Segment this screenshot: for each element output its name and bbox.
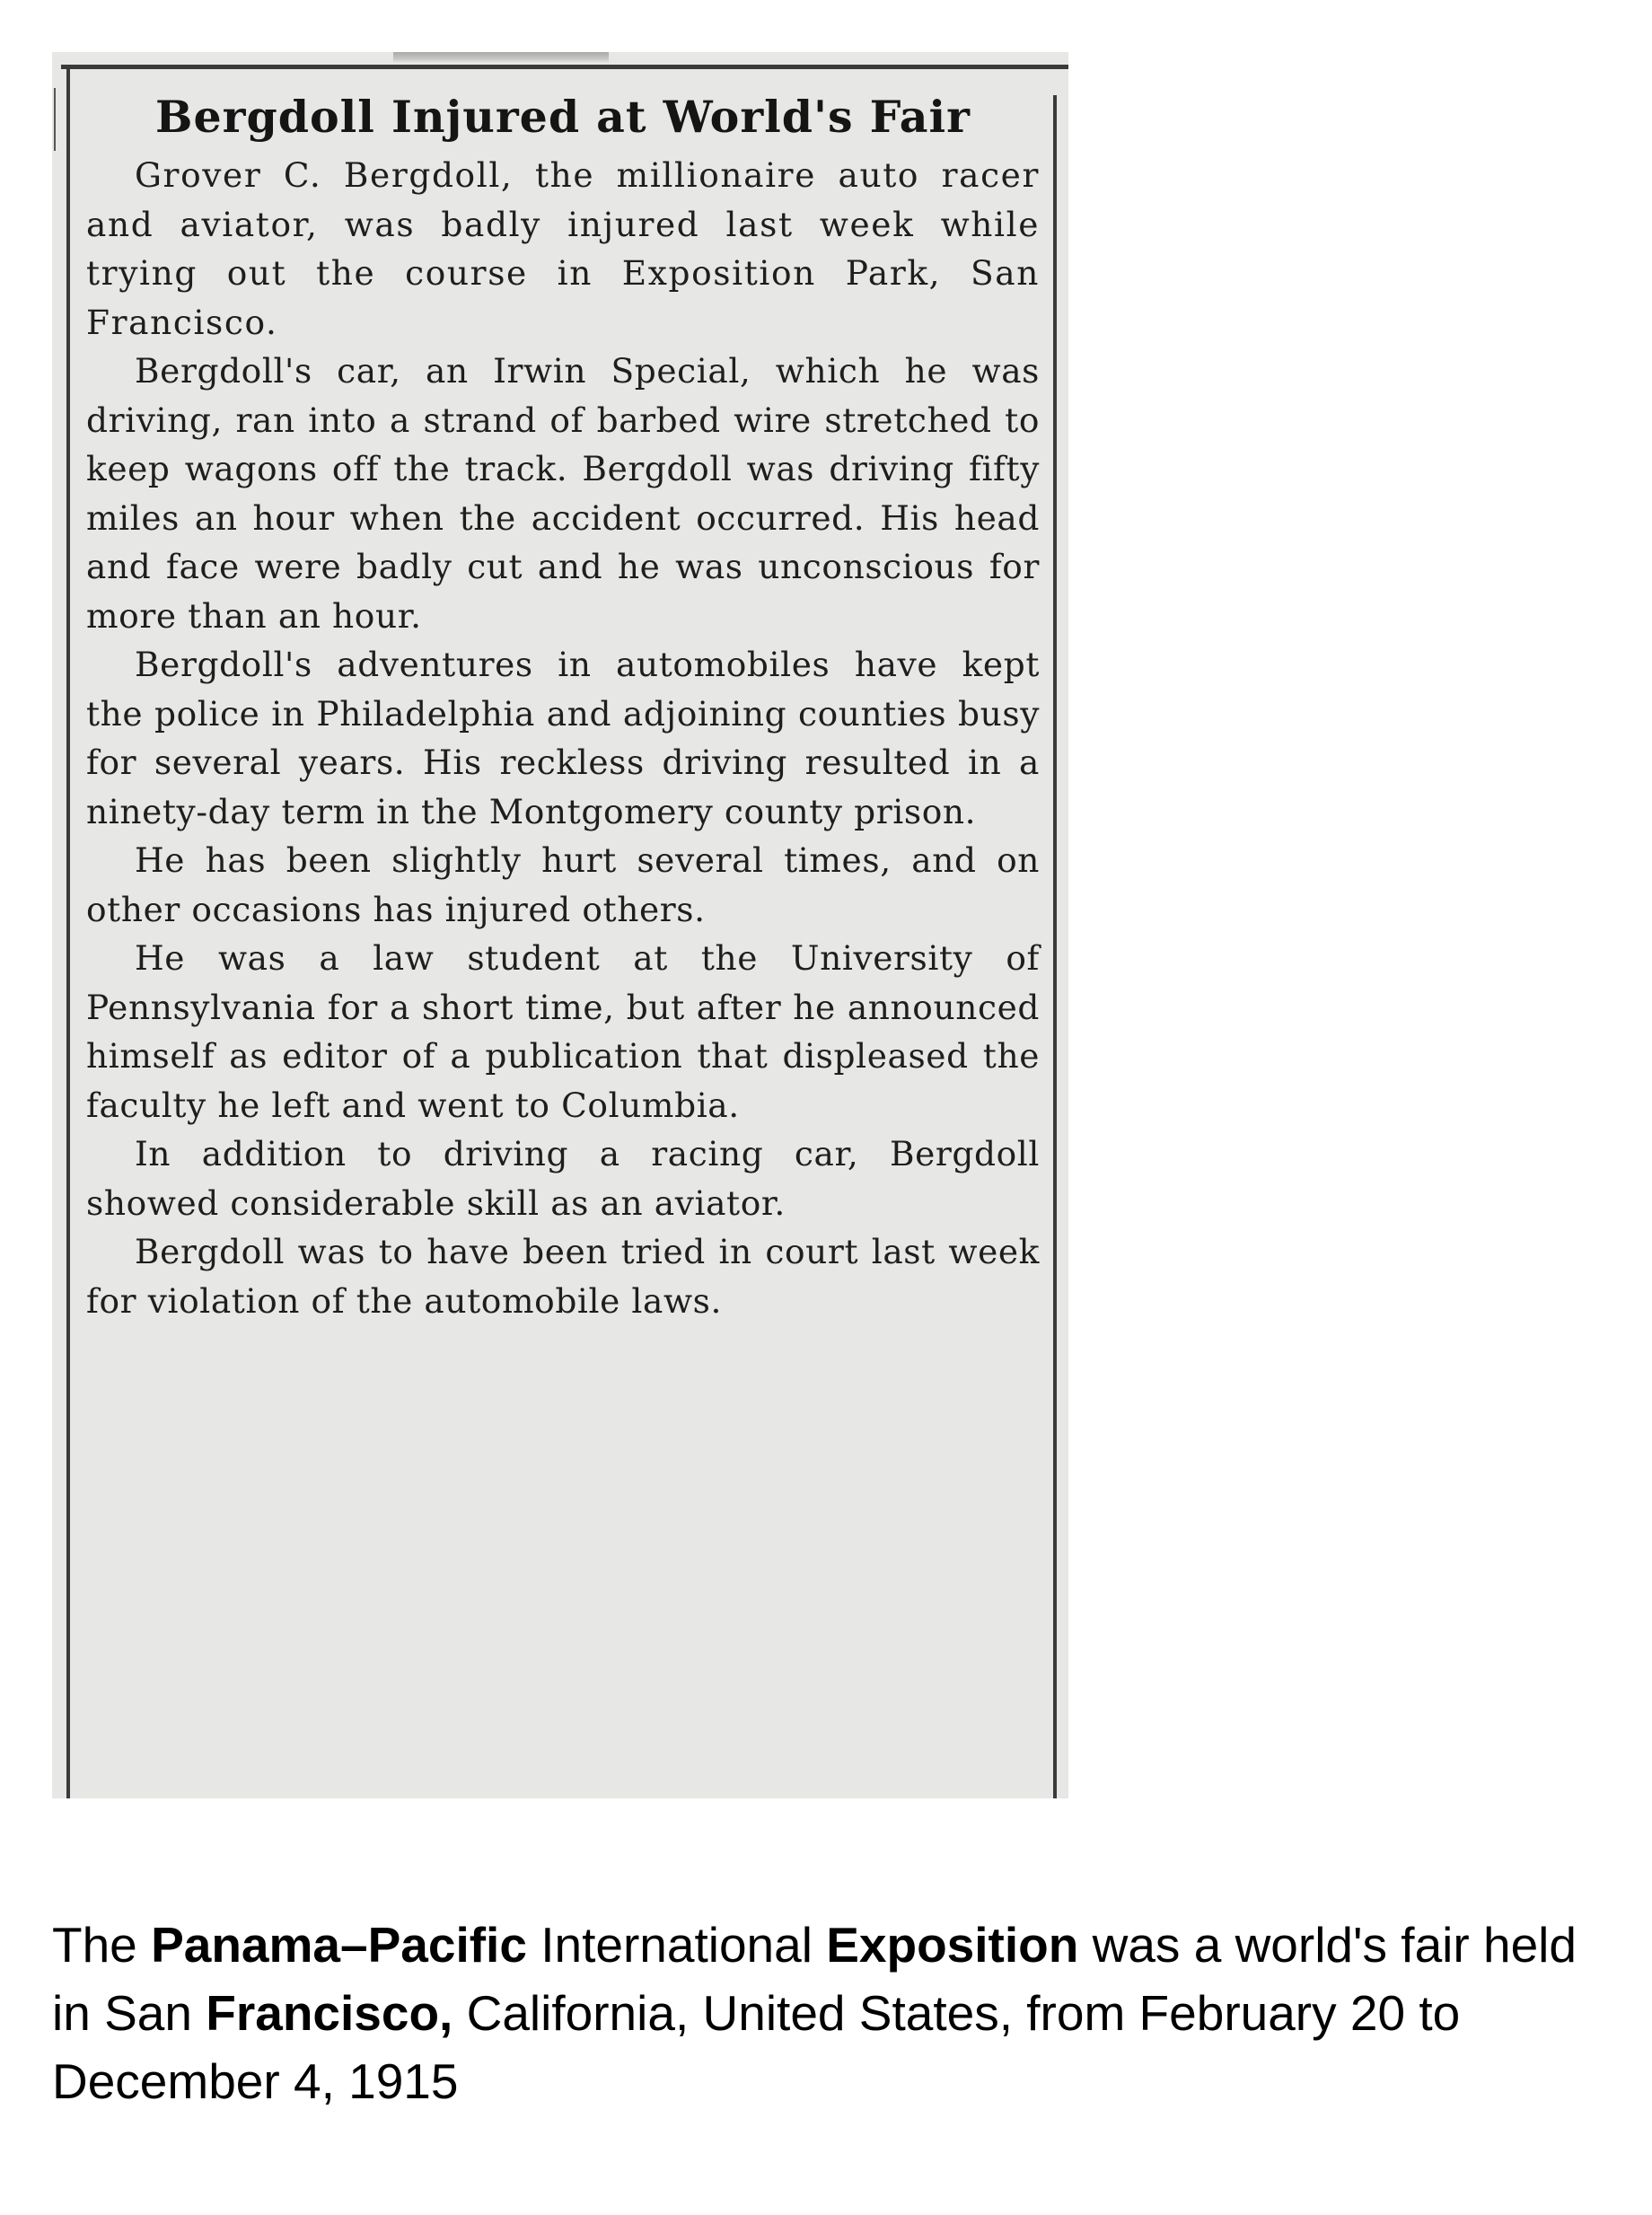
article-paragraph-3: Bergdoll's adventures in automobiles have kept the police in Philadelphia and adjoining counties busy for several years. His reckless driving resulted in a ninety-day term in the Montgomery county prison.	[86, 645, 1040, 831]
caption-bold-panama-pacific: Panama–Pacific	[151, 1917, 527, 1973]
caption-text-3: was a world's fair held in San	[52, 1917, 1577, 2041]
newspaper-clipping	[52, 52, 1068, 1798]
caption-bold-francisco: Francisco,	[206, 1985, 453, 2041]
column-left-rule	[66, 65, 70, 1798]
article-paragraph-5: He was a law student at the University of Pennsylvania for a short time, but after he announced himself as editor of a publication that displeased the faculty he left and went to Columbia.	[86, 938, 1040, 1125]
caption-bold-exposition: Exposition	[826, 1917, 1079, 1973]
column-top-rule	[61, 65, 1068, 69]
image-caption	[52, 1911, 1614, 2115]
article-paragraph-1: Grover C. Bergdoll, the millionaire auto racer and aviator, was badly injured last week while trying out the course in Exposition Park, San Francisco.	[86, 155, 1040, 342]
caption-text-1: The	[52, 1917, 152, 1973]
article-paragraph-4: He has been slightly hurt several times, and on other occasions has injured others.	[86, 840, 1040, 929]
article-paragraph-6: In addition to driving a racing car, Bergdoll showed considerable skill as an aviator.	[86, 1134, 1040, 1223]
article-paragraph-7: Bergdoll was to have been tried in court last week for violation of the automobile laws.	[86, 1232, 1040, 1321]
caption-text-2: International	[526, 1917, 827, 1973]
caption-text-4: California, United States, from February 20 to December 4, 1915	[52, 1985, 1461, 2109]
margin-mark	[54, 88, 56, 151]
article-paragraph-2: Bergdoll's car, an Irwin Special, which he was driving, ran into a strand of barbed wire stretched to keep wagons off the track. Bergdoll was driving fifty miles an hour when the accident occurred. His head and face were badly cut and he was unconscious for more than an hour.	[86, 351, 1040, 636]
page-smudge	[393, 52, 609, 63]
article-headline: Bergdoll Injured at World's Fair	[155, 91, 971, 143]
column-right-rule	[1053, 95, 1057, 1798]
article-column	[86, 90, 1040, 1325]
